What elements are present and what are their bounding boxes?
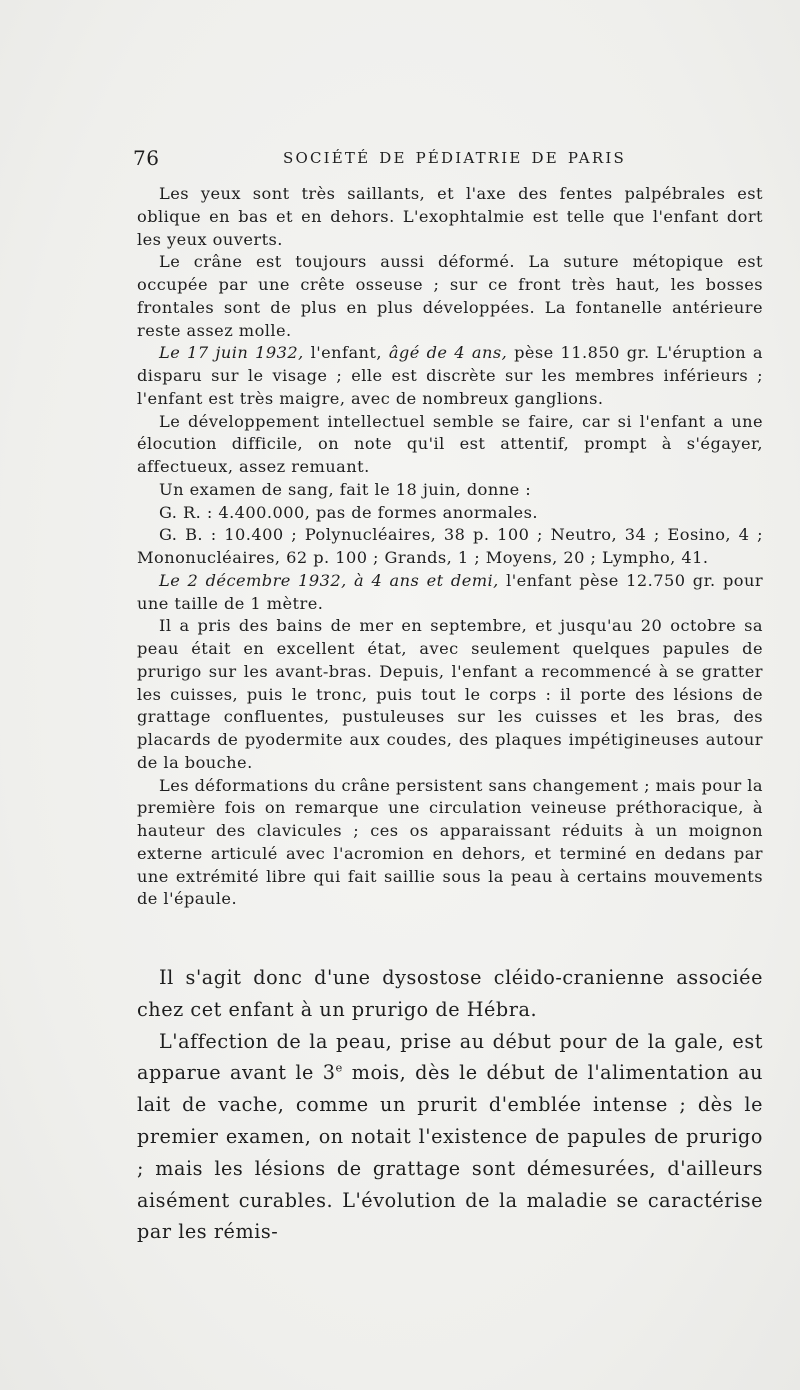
paragraph: Il a pris des bains de mer en septembre, et jusqu'au 20 octobre sa peau était en excellent état, avec seulement quelques papules de prurigo sur les avant-bras. Depuis, l'enfant a recommencé à se gratter les cuisses, puis le tronc, puis tout le corps : il porte des lésions de grattage confluentes, pustuleuses sur les cuisses et les bras, des placards de pyodermite aux coudes, des plaques impétigineuses autour de la bouche.: [137, 616, 763, 772]
paragraph: Le crâne est toujours aussi déformé. La suture métopique est occupée par une crête osseuse ; sur ce front très haut, les bosses frontales sont de plus en plus développées. La fontanelle antérieure reste assez molle.: [137, 252, 763, 340]
paragraph: Les yeux sont très saillants, et l'axe des fentes palpébrales est oblique en bas et en dehors. L'exophtalmie est telle que l'enfant dort les yeux ouverts.: [137, 184, 763, 249]
page-header: [133, 146, 763, 170]
paragraph: Les déformations du crâne persistent sans changement ; mais pour la première fois on remarque une circulation veineuse préthoracique, à hauteur des clavicules ; ces os apparaissant réduits à un moignon externe articulé avec l'acromion en dehors, et terminé en dedans par une extrémité libre qui fait saillie sous la peau à certains mouvements de l'épaule.: [137, 775, 763, 909]
page-number: 76: [133, 146, 160, 170]
paragraph: Le 17 juin 1932, l'enfant, âgé de 4 ans, pèse 11.850 gr. L'éruption a disparu sur le visage ; elle est discrète sur les membres inférieurs ; l'enfant est très maigre, avec de nombreux ganglions.: [137, 343, 764, 408]
paragraph: L'affection de la peau, prise au début pour de la gale, est apparue avant le 3e mois, dès le début de l'alimentation au lait de vache, comme un prurit d'emblée intense ; dès le premier examen, on notait l'existence de papules de prurigo ; mais les lésions de grattage sont démesurées, d'ailleurs aisément curables. L'évolution de la maladie se caractérise par les rémis-: [137, 1029, 763, 1244]
paragraph: Il s'agit donc d'une dysostose cléido-cranienne associée chez cet enfant à un prurigo de Hébra.: [137, 966, 763, 1021]
paragraph: Un examen de sang, fait le 18 juin, donne :: [159, 479, 532, 499]
paragraph: G. R. : 4.400.000, pas de formes anormales.: [159, 502, 538, 522]
paragraph: G. B. : 10.400 ; Polynucléaires, 38 p. 100 ; Neutro, 34 ; Eosino, 4 ; Mononucléaires, 62 p. 100 ; Grands, 1 ; Moyens, 20 ; Lympho, 41.: [137, 525, 763, 567]
paragraph: Le développement intellectuel semble se faire, car si l'enfant a une élocution difficile, on note qu'il est attentif, prompt à s'égayer, affectueux, assez remuant.: [137, 411, 763, 476]
paragraph: Le 2 décembre 1932, à 4 ans et demi, l'enfant pèse 12.750 gr. pour une taille de 1 mètre.: [137, 570, 764, 613]
discussion-text: [137, 962, 763, 1248]
case-report-text: [137, 183, 763, 911]
running-title: SOCIÉTÉ DE PÉDIATRIE DE PARIS: [283, 149, 626, 167]
